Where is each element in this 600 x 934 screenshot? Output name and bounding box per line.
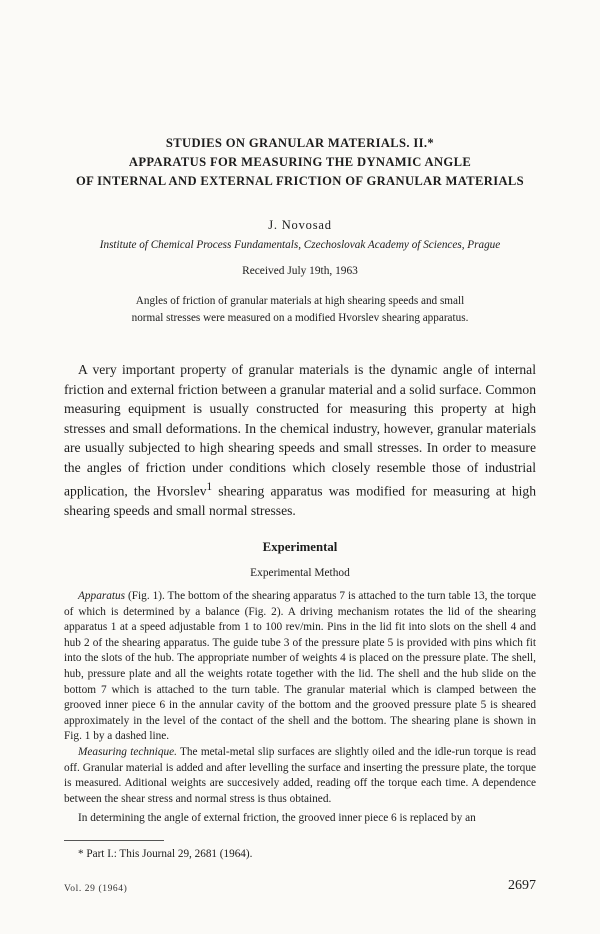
body-text: [64, 589, 536, 827]
reference-superscript: 1: [206, 480, 213, 493]
author-affiliation: Institute of Chemical Process Fundamentals, Czechoslovak Academy of Sciences, Prague: [99, 239, 501, 251]
technique-text: The metal-metal slip surfaces are slightly oiled and the idle-run torque is read off. Granular material is added and after levelling the surface and inserting the pressure plate, the torque is measured. Aditional weights are succesively added, reading off the torque each time. A dependence between the shear stress and normal stress is thus obtained.: [64, 745, 536, 805]
intro-text: A very important property of granular materials is the dynamic angle of internal friction and external friction between a granular material and a solid surface. Common measuring equipment is usually constructed for measuring this property at high stresses and small deformations. In the chemical industry, however, granular materials are usually subjected to high shearing speeds and small stresses. In order to measure the angles of friction under conditions which closely resemble those of industrial application, the Hvorslev: [64, 362, 536, 499]
intro-text-end: shearing apparatus was modified for measuring at high shearing speeds and small normal stresses.: [64, 483, 536, 518]
article-title: [40, 134, 560, 191]
journal-volume: Vol. 29 (1964): [64, 884, 128, 894]
page-number: 2697: [508, 878, 536, 893]
author-name: J. Novosad: [268, 218, 332, 232]
apparatus-text: (Fig. 1). The bottom of the shearing apparatus 7 is attached to the turn table 13, the torque of which is determined by a balance (Fig. 2). A driving mechanism rotates the lid of the shearing apparatus 1 at a speed adjustable from 1 to 100 rev/min. Pins in the lid fit into slots on the shell 4 and hub 2 of the shearing apparatus. The guide tube 3 of the pressure plate 5 is provided with pins which fit into the slots of the hub. The appropriate number of weights 4 is placed on the pressure plate. The shell, hub, pressure plate and all the weights rotate together with the lid. The shell and the hub slide on the bottom 7 which is attached to the turn table. The granular material which is clamped between the grooved inner piece 6 in the annular cavity of the bottom and the grooved pressure plate 5 is sheared approximately in the level of the contact of the shell and the bottom. The shearing plane is shown in Fig. 1 by a dashed line.: [64, 590, 536, 743]
subsection-heading: Experimental Method: [250, 567, 350, 579]
technique-paragraph: [64, 745, 536, 807]
abstract-line-2: normal stresses were measured on a modified Hvorslev shearing apparatus.: [131, 312, 469, 324]
external-friction-paragraph: In determining the angle of external friction, the grooved inner piece 6 is replaced by an: [78, 812, 476, 825]
footnote: * Part I.: This Journal 29, 2681 (1964).: [78, 848, 253, 860]
title-line-2: APPARATUS FOR MEASURING THE DYNAMIC ANGLE: [128, 155, 472, 169]
footnote-divider: [64, 840, 164, 841]
apparatus-paragraph: [64, 589, 536, 745]
technique-lead: Measuring technique.: [78, 745, 177, 758]
section-heading: Experimental: [262, 540, 338, 554]
title-line-1: STUDIES ON GRANULAR MATERIALS. II.*: [165, 136, 435, 150]
introduction: [64, 360, 536, 520]
abstract-line-1: Angles of friction of granular materials at high shearing speeds and small: [135, 295, 465, 307]
intro-paragraph: [64, 360, 536, 520]
title-line-3: OF INTERNAL AND EXTERNAL FRICTION OF GRANULAR MATERIALS: [75, 174, 525, 188]
received-date: Received July 19th, 1963: [242, 265, 358, 277]
abstract: [88, 293, 512, 327]
apparatus-lead: Apparatus: [78, 590, 126, 602]
